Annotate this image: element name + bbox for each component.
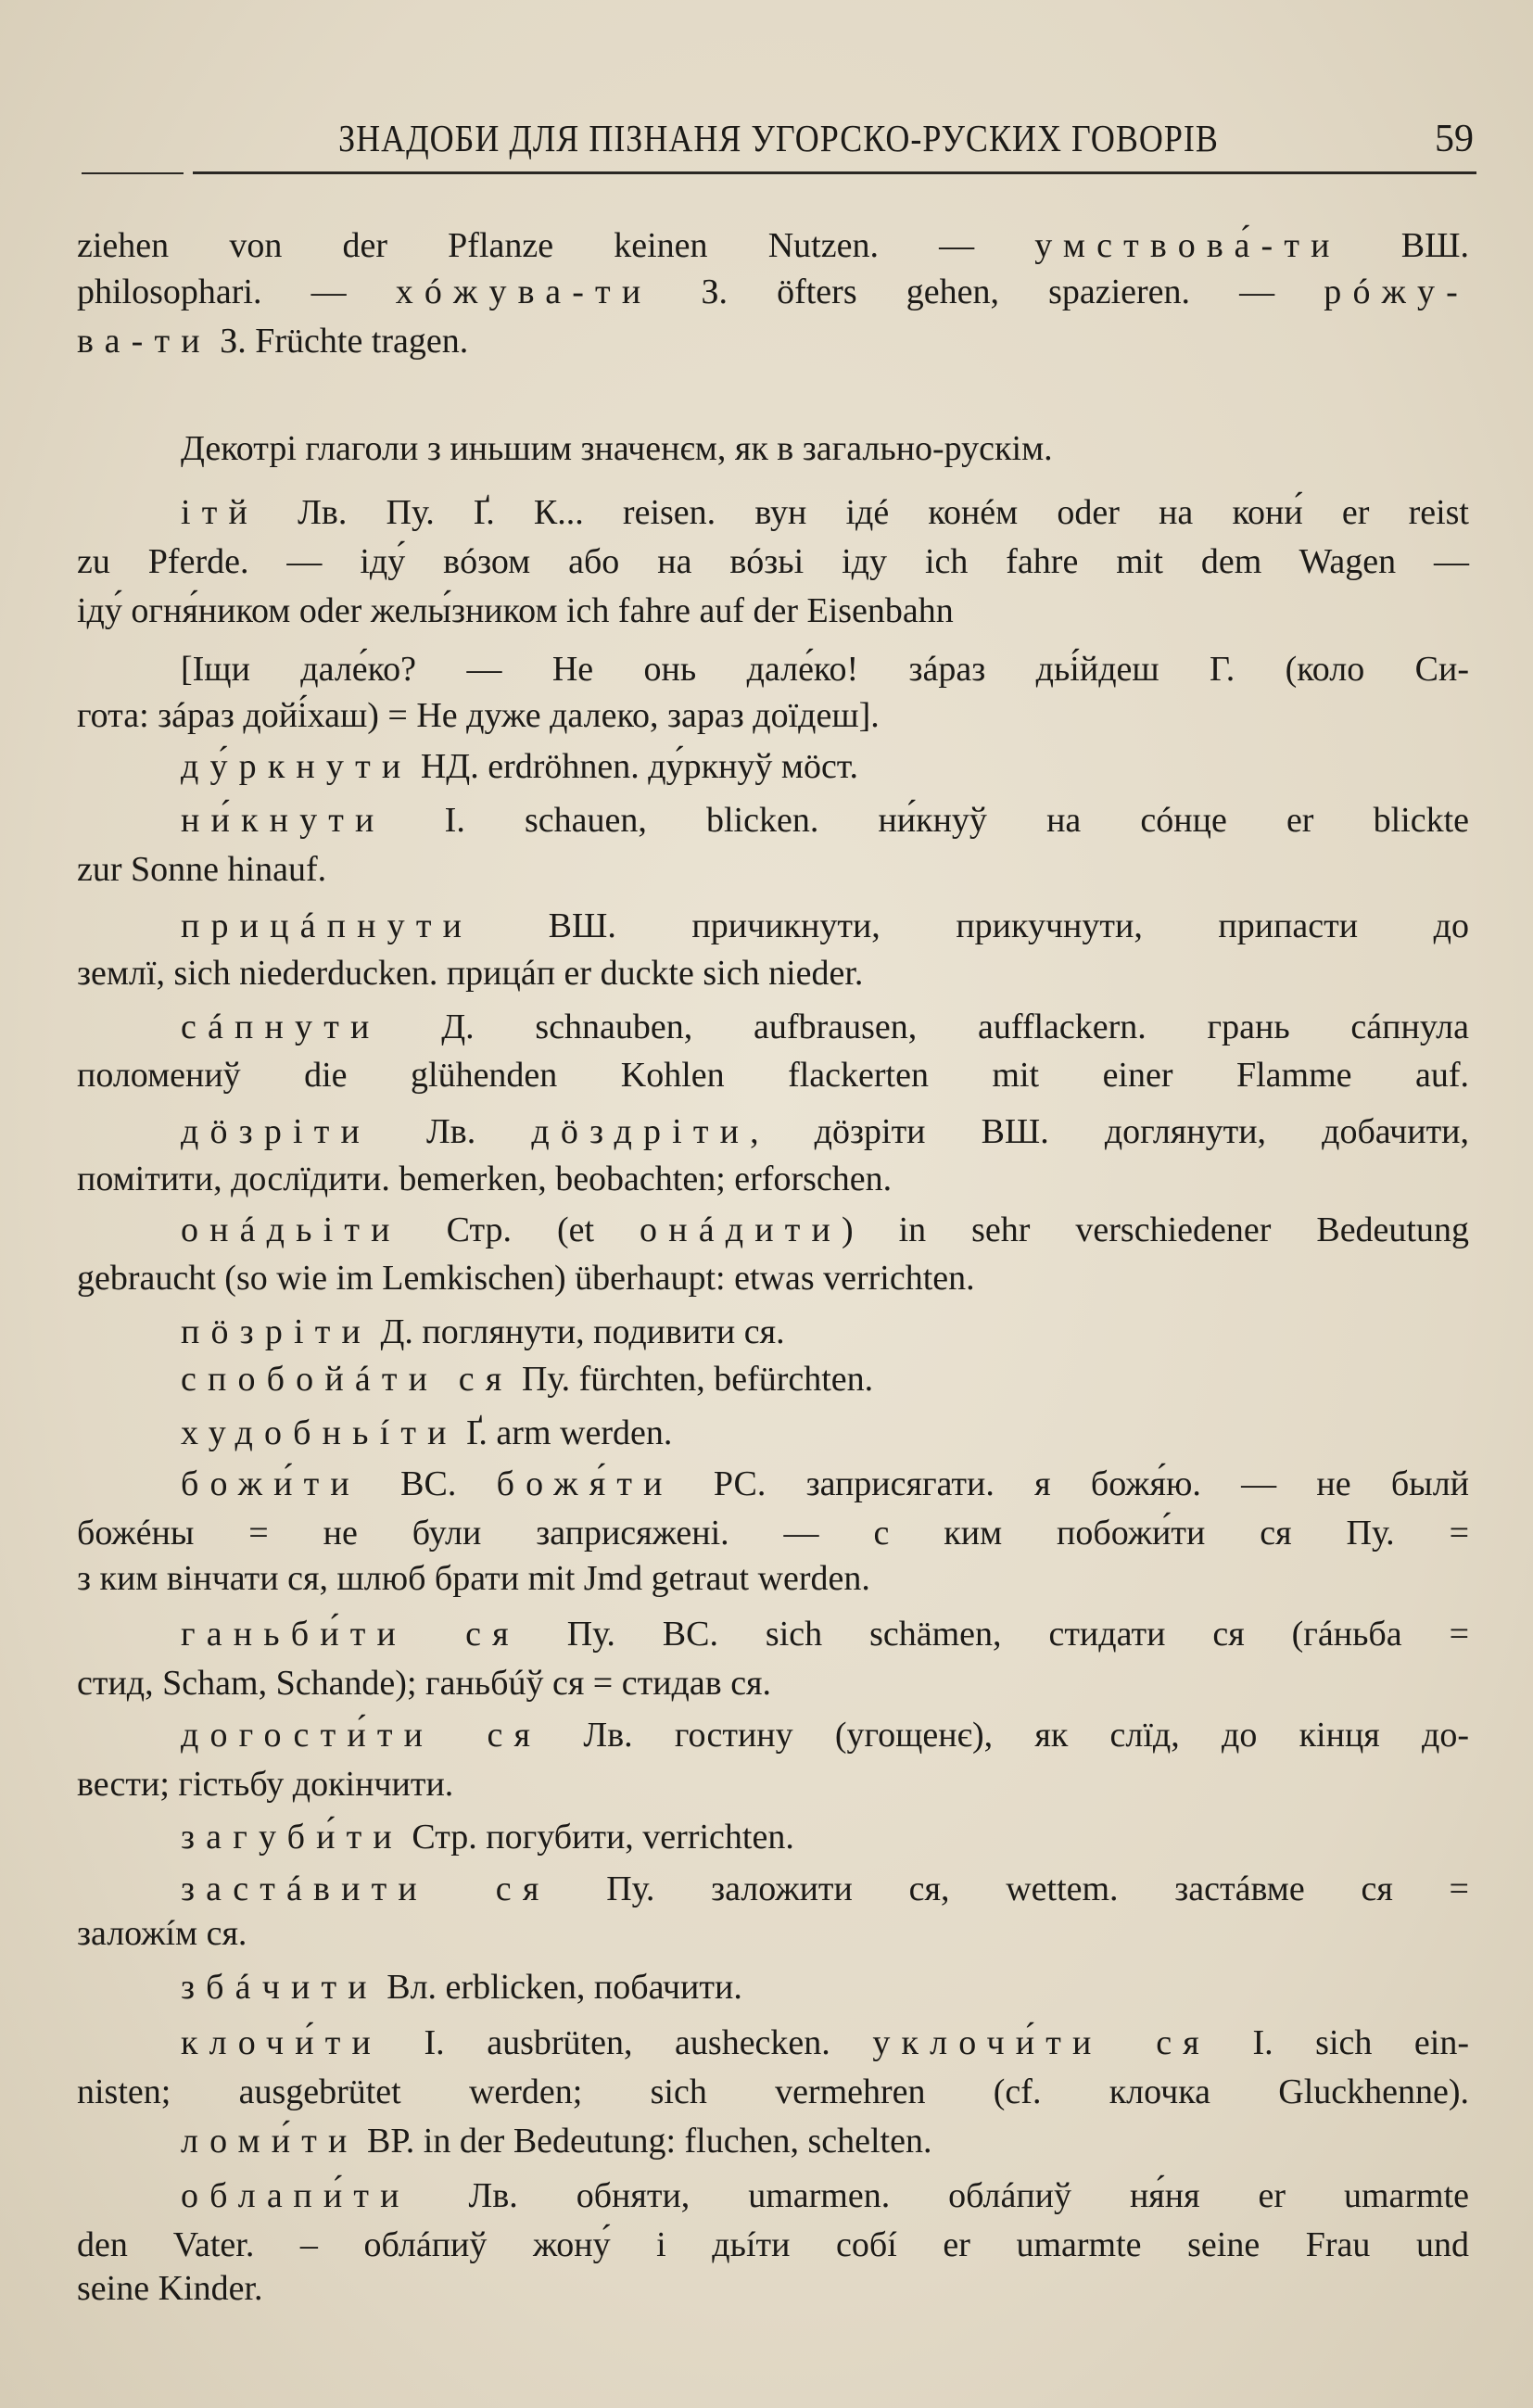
text-segment: den Vater. – облáпиў жону́ і дьíти собí er umarmte seine Frau und [77,2225,1469,2264]
text-segment: гота: зáраз дойі́хаш) = Не дуже далеко, зараз доїдеш]. [77,696,880,735]
headword: дöздріти [531,1112,751,1151]
text-line [181,427,1053,470]
text-segment: З. Früchte tragen. [210,322,469,361]
text-segment: ВР. in der Bedeutung: fluchen, schelten. [358,2122,932,2161]
headword: ганьби́ти ся [181,1615,520,1654]
text-segment: [Іщи дале́ко? — Не онь дале́ко! зáраз дьі́йдеш Г. (коло Си- [181,650,1469,689]
text-segment: Лв. обняти, umarmen. облáпиў ня́ня er umarmte [410,2176,1469,2215]
headword: догости́ти ся [181,1716,542,1755]
text-segment: Д. schnauben, aufbrausen, aufflackern. грань сáпнула [380,1008,1469,1046]
text-line [77,1662,771,1705]
text-segment: землї, sich niederducken. прицáп er duckte sich nieder. [77,954,864,993]
text-line [77,1257,975,1299]
text-segment: заложíм ся. [77,1914,247,1953]
text-line [181,2021,1469,2064]
text-segment: I. ausbrüten, aushecken. [381,2023,873,2062]
text-line [181,648,1469,691]
headword: онáдити [640,1210,842,1249]
headword: божя́ти [496,1464,674,1503]
text-line [77,1512,1469,1554]
headword: уклочи́ти ся [872,2023,1210,2062]
text-line [181,1358,873,1400]
text-line [181,1311,785,1353]
text-line [77,540,1469,583]
text-segment: zu Pferde. — іду́ вóзом або на вóзьі іду ich fahre mit dem Wagen — [77,542,1469,581]
text-line [77,694,880,737]
headword: облапи́ти [181,2176,411,2215]
text-segment: Д. поглянути, подивити ся. [371,1312,785,1351]
text-segment: ВШ. [1340,226,1469,265]
text-line [77,1158,892,1200]
headword: худобньíти [181,1413,458,1452]
text-segment: seine Kinder. [77,2269,263,2308]
text-segment: ВШ. причикнути, прикучнути, припасти до [473,906,1469,945]
text-line [181,1006,1469,1048]
text-segment: Лв. [370,1112,532,1151]
text-segment: помітити, дослїдити. bemerken, beobachten; erforschen. [77,1160,893,1198]
headword: пöзріти [181,1312,372,1351]
text-segment: З. öfters gehen, spazieren. — [652,272,1324,311]
page-number: 59 [1435,118,1474,160]
headword: рóжу- [1324,272,1469,311]
text-segment: ) in sehr verschiedener Bedeutung [841,1210,1469,1249]
headword: сáпнути [181,1008,381,1046]
headword: ва-ти [77,322,211,361]
text-line [77,2267,263,2310]
text-segment: , дöзріти ВШ. доглянути, добачити, [750,1112,1470,1151]
text-segment: вести; гістьбу докінчити. [77,1765,454,1804]
text-segment: Вл. erblicken, побачити. [377,1968,742,2007]
text-segment: Ґ. arm werden. [457,1413,673,1452]
text-segment: Стр. погубити, verrichten. [402,1818,794,1857]
header-rule [193,171,1476,174]
text-segment: I. schauen, blicken. ни́кнуў на сóнце er blickte [385,801,1469,840]
text-line [181,491,1469,534]
headword: клочи́ти [181,2023,382,2062]
text-line [77,1763,453,1806]
text-line [181,1110,1469,1153]
text-line [181,1463,1469,1505]
text-line [181,1714,1469,1756]
text-line [181,1613,1469,1655]
text-segment: РС. заприсягати. я божя́ю. — не былй [673,1464,1469,1503]
text-segment: Пу. fürchten, befürchten. [513,1360,874,1399]
text-line [181,2120,931,2162]
text-line [181,745,858,788]
text-segment: Пу. заложити ся, wettem. застáвме ся = [550,1869,1469,1908]
text-line [77,1912,247,1955]
text-segment: Стр. (et [400,1210,640,1249]
text-segment: zur Sonne hinauf. [77,850,327,889]
text-line [77,224,1469,267]
text-segment: philosophari. — [77,272,396,311]
text-line [77,271,1469,313]
headword: ни́кнути [181,801,386,840]
headword: прицáпнути [181,906,474,945]
text-line [181,1209,1469,1251]
headword: загуби́ти [181,1818,403,1857]
text-line [77,320,468,362]
text-segment: nisten; ausgebrütet werden; sich vermehren (cf. клочка Gluckhenne). [77,2072,1469,2111]
text-segment: I. sich ein- [1210,2023,1470,2062]
headword: ду́ркнути [181,747,412,786]
text-segment: gebraucht (so wie im Lemkischen) überhaupt: etwas verrichten. [77,1259,975,1298]
text-segment: Лв. гостину (угощенє), як слїд, до кінця до- [541,1716,1469,1755]
text-segment: божéны = не були заприсяжені. — с ким побожи́ти ся Пу. = [77,1514,1469,1553]
text-segment: поломениў die glühenden Kohlen flackerten mit einer Flamme auf. [77,1056,1469,1095]
text-segment: ВС. [360,1464,497,1503]
headword: застáвити ся [181,1869,551,1908]
text-line [77,1557,870,1600]
text-line [181,1868,1469,1910]
headword: онáдьіти [181,1210,401,1249]
headword: дöзріти [181,1112,371,1151]
text-line [77,952,863,995]
text-line [181,1816,794,1858]
text-line [77,2224,1469,2266]
text-line [181,799,1469,842]
text-segment: Пу. ВС. sich schämen, стидати ся (гáньба = [519,1615,1469,1654]
text-line [77,2071,1469,2113]
text-segment: з ким вінчати ся, шлюб брати mit Jmd getraut werden. [77,1559,870,1598]
text-segment: стид, Scham, Schande); ганьбúў ся = стидав ся. [77,1664,772,1703]
text-line [181,2174,1469,2217]
headword: спобойáти ся [181,1360,513,1399]
text-line [77,848,326,891]
text-segment: Лв. Пу. Ґ. К... reisen. вун ідé конéм oder на кони́ er reist [258,493,1469,532]
header-rule-short [82,172,184,174]
text-line [181,1412,672,1454]
text-segment: Декотрі глаголи з иньшим значенєм, як в загально-рускім. [181,429,1053,468]
text-line [181,1966,742,2009]
text-segment: НД. erdröhnen. ду́ркнуў мöст. [412,747,859,786]
headword: божи́ти [181,1464,361,1503]
text-line [77,589,954,632]
headword: хóжува-ти [395,272,652,311]
headword: умствова́-ти [1034,226,1341,265]
text-segment: ziehen von der Pflanze keinen Nutzen. — [77,226,1035,265]
text-line [181,905,1469,947]
headword: збáчити [181,1968,378,2007]
headword: ломи́ти [181,2122,359,2161]
text-segment: іду́ огня́ником oder желы́зником ich fahre auf der Eisenbahn [77,591,954,630]
running-head: ЗНАДОБИ ДЛЯ ПІЗНАНЯ УГОРСКО-РУСКИХ ГОВОРІВ [338,117,1219,159]
text-line [77,1054,1469,1096]
headword: ітй [181,493,259,532]
